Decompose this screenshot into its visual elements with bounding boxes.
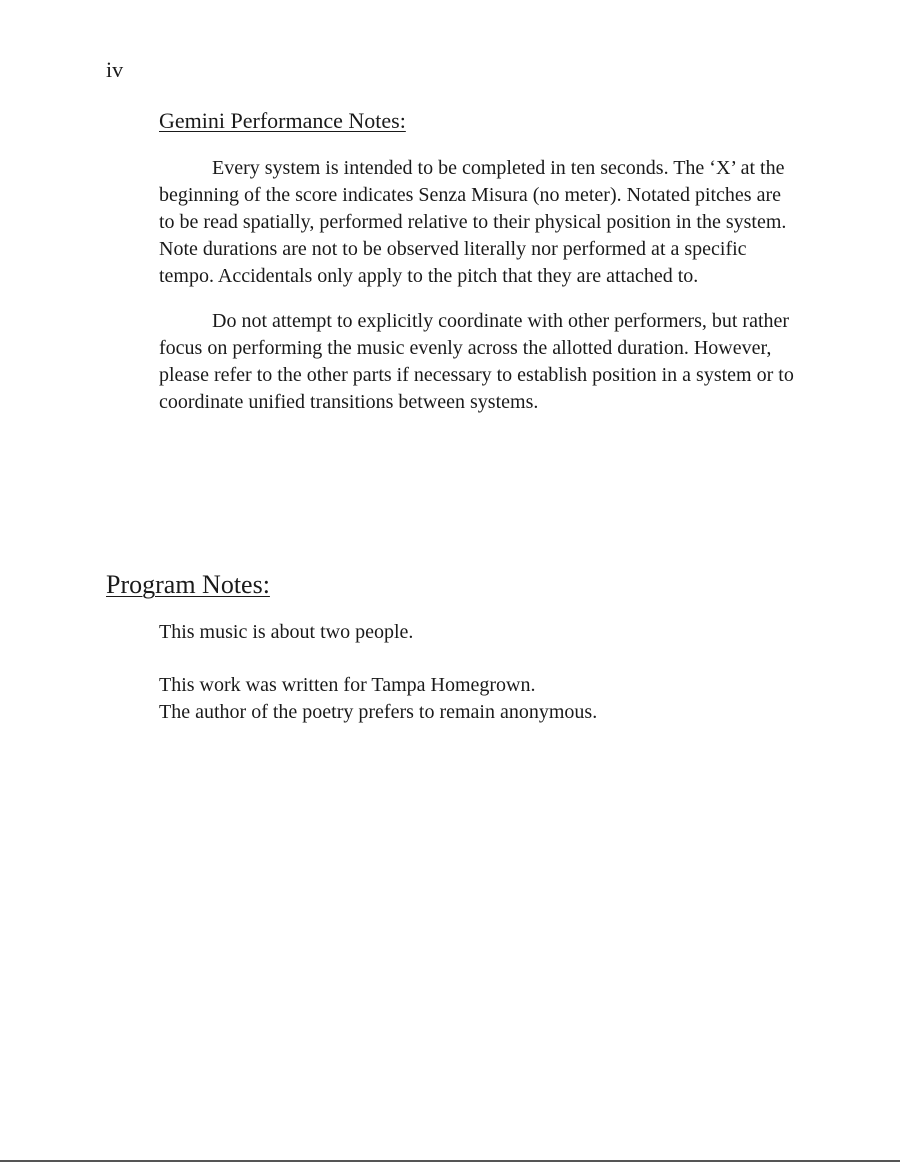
page-bottom-border	[0, 1160, 900, 1162]
program-notes-title: Program Notes:	[106, 570, 270, 599]
performance-notes-paragraph: Every system is intended to be completed in ten seconds. The ‘X’ at the beginning of the score indicates Senza Misura (no meter). Notated pitches are to be read spatially, performed relative to their physical position in the system. Note durations are not to be observed literally nor performed at a specific tempo. Accidentals only apply to the pitch that they are attached to.	[159, 157, 787, 287]
program-notes-body	[159, 619, 806, 726]
page-number: iv	[106, 57, 124, 82]
performance-notes-title: Gemini Performance Notes:	[159, 108, 406, 133]
performance-notes-section	[159, 107, 799, 434]
program-notes-line: This music is about two people.	[159, 621, 414, 643]
program-notes-line: The author of the poetry prefers to remain anonymous.	[159, 701, 598, 723]
program-notes-section	[106, 569, 806, 726]
performance-notes-paragraph: Do not attempt to explicitly coordinate with other performers, but rather focus on performing the music evenly across the allotted duration. However, please refer to the other parts if necessary to establish position in a system or to coordinate unified transitions between systems.	[159, 310, 794, 413]
spacer	[159, 646, 806, 672]
program-notes-line: This work was written for Tampa Homegrown.	[159, 674, 536, 696]
